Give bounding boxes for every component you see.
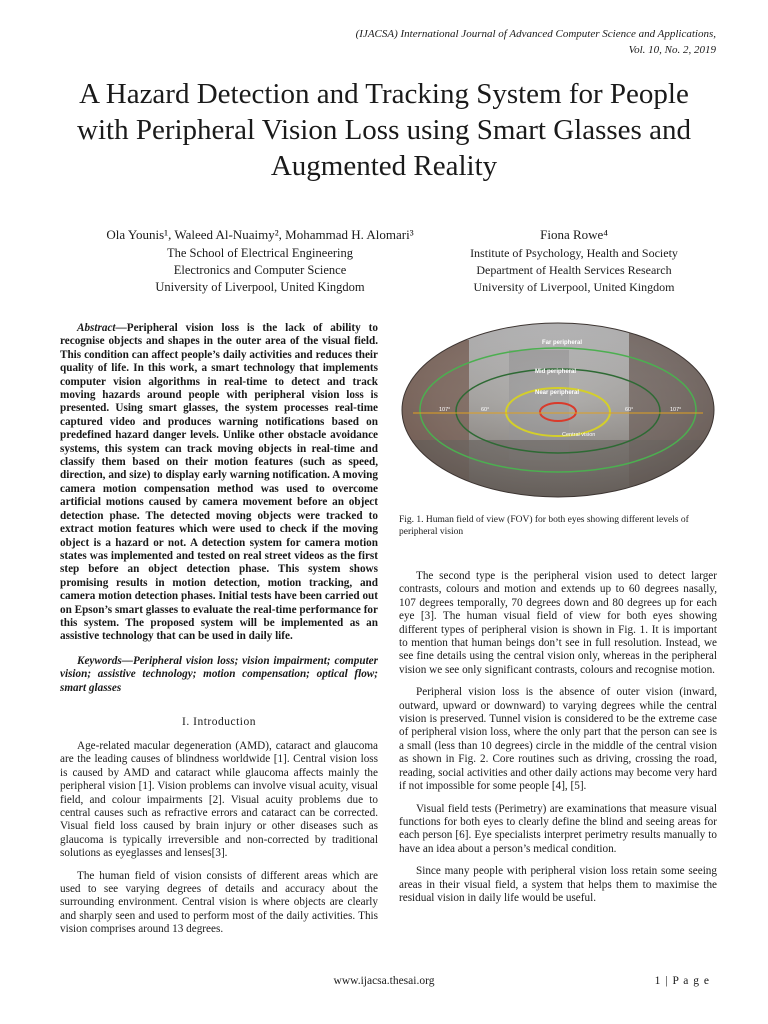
journal-volume: Vol. 10, No. 2, 2019 xyxy=(628,44,716,56)
affiliation-right-2: Department of Health Services Research xyxy=(476,263,672,277)
abstract-label: Abstract xyxy=(77,322,116,334)
intro-paragraph-1: Age-related macular degeneration (AMD), cataract and glaucoma are the leading causes of blindness worldwide [1]. Central vision loss is caused by AMD and cataract while glaucoma affects mainly the peripheral vision [1]. Vision problems can involve visual acuity, visual field, and colour impairments [2]. Visual acuity problems due to central causes such as refractive errors and cataract can be corrected. Visual field loss caused by brain injury or other diseases such as glaucoma is typically irreversible and non-corrected by traditional solutions as eyeglasses and lenses[3]. xyxy=(60,740,378,860)
right-paragraph-1: The second type is the peripheral vision used to detect larger contrasts, colours and motion and extends up to 60 degrees nasally, 107 degrees temporally, 70 degrees down and 80 degrees up for each eye [3]. The human visual field of view for both eyes showing different types of peripheral vision is shown in Fig. 1. It is important to mention that human beings don’t see in full resolution. Instead, we see fine details using the central vision only, whereas in the peripheral vision we see only significant contrasts, colours and recognise motion. xyxy=(399,570,717,676)
journal-header xyxy=(116,26,716,58)
affiliation-left-1: The School of Electrical Engineering xyxy=(166,246,354,260)
figure-caption: Fig. 1. Human field of view (FOV) for both eyes showing different levels of peripheral vision xyxy=(399,515,689,537)
label-far-peripheral: Far peripheral xyxy=(542,340,583,346)
title-line-2: with Peripheral Vision Loss using Smart Glasses and xyxy=(77,114,691,146)
footer-url: www.ijacsa.thesai.org xyxy=(333,975,435,987)
figure-field-of-view xyxy=(399,320,717,500)
label-mid-peripheral: Mid peripheral xyxy=(535,369,577,375)
author-block-left xyxy=(60,226,460,296)
label-near-peripheral: Near peripheral xyxy=(535,390,580,396)
title-line-3: Augmented Reality xyxy=(270,150,498,182)
label-deg-mid-right: 60° xyxy=(625,407,634,413)
journal-name: (IJACSA) International Journal of Advanced Computer Science and Applications, xyxy=(355,28,716,40)
section-heading: I. Introduction xyxy=(182,716,256,728)
label-central-vision: Central vision xyxy=(562,432,596,438)
label-deg-outer-left: 107° xyxy=(439,407,451,413)
author-names-left: Ola Younis¹, Waleed Al-Nuaimy², Mohammad H. Alomari³ xyxy=(106,227,414,242)
abstract xyxy=(60,322,378,644)
affiliation-right-3: University of Liverpool, United Kingdom xyxy=(473,280,675,294)
abstract-text: —Peripheral vision loss is the lack of ability to recognise objects and shapes in the outer area of the visual field. This condition can affect people’s daily activities and reduces their quality of life. In this work, a smart technology that implements computer vision algorithms in real-time to detect and track moving hazards around people with peripheral vision loss is presented. Using smart glasses, the system processes real-time captured video and produces warning notifications based on predefined hazard danger levels. Unlike other obstacle avoidance systems, this system can track moving objects in real-time and classify them based on their motion features (such as speed, direction, and size) to display early warning notification. A moving camera motion compensation method was used to overcome artificial motions caused by camera movement before an object detection phase. The detected moving objects were tracked to extract motion features which were used to check if the moving object is a hazard or not. A detection system for camera motion states was implemented and tested on real street videos as the first step before an object detection phase. This system shows promising results in motion detection, motion tracking, and camera motion detection phases. Initial tests have been carried out on Epson’s smart glasses to evaluate the real-time performance for this system. The proposed system will be implemented as an assistive technology that can be used in daily life. xyxy=(60,322,378,643)
affiliation-left-2: Electronics and Computer Science xyxy=(173,263,347,277)
right-paragraph-3: Visual field tests (Perimetry) are examinations that measure visual functions for both eyes to clearly define the blind and seeing areas for each person [6]. Eye specialists interpret perimetry results manually to have an idea about a person’s medical condition. xyxy=(399,802,717,855)
label-deg-mid-left: 60° xyxy=(481,407,490,413)
paper-title xyxy=(40,76,728,184)
intro-paragraph-2: The human field of vision consists of different areas which are used to see varying degrees of details and accuracy about the surrounding environment. Central vision is where objects are clearly and sharply seen and used to perform most of the daily activities. This vision comprises around 13 degrees. xyxy=(60,869,378,936)
affiliation-left-3: University of Liverpool, United Kingdom xyxy=(155,280,365,294)
author-names-right: Fiona Rowe⁴ xyxy=(540,227,608,242)
field-of-view-image xyxy=(399,320,717,500)
right-column-text xyxy=(399,570,717,905)
intro-text xyxy=(60,740,378,937)
page-number: 1 | P a g e xyxy=(654,975,710,987)
label-deg-outer-right: 107° xyxy=(670,407,682,413)
title-line-1: A Hazard Detection and Tracking System for People xyxy=(79,78,689,110)
affiliation-right-1: Institute of Psychology, Health and Society xyxy=(470,246,678,260)
right-paragraph-2: Peripheral vision loss is the absence of outer vision (inward, outward, upward or downward) to varying degrees while the central vision is preserved. Tunnel vision is considered to be the extreme case of peripheral vision loss, where the only part that the person can see is a small (less than 10 degrees) circle in the middle of the central vision as shown in Fig. 2. Core routines such as driving, crossing the road, reading, social activities and other daily actions may become very hard if not impossible for some people [4], [5]. xyxy=(399,686,717,793)
keywords: Keywords—Peripheral vision loss; vision impairment; computer vision; assistive technology; motion compensation; optical flow; smart glasses xyxy=(60,655,378,694)
right-paragraph-4: Since many people with peripheral vision loss retain some seeing areas in their visual field, a system that helps them to maximise the residual vision in daily life would be useful. xyxy=(399,865,717,904)
author-block-right xyxy=(440,226,708,296)
